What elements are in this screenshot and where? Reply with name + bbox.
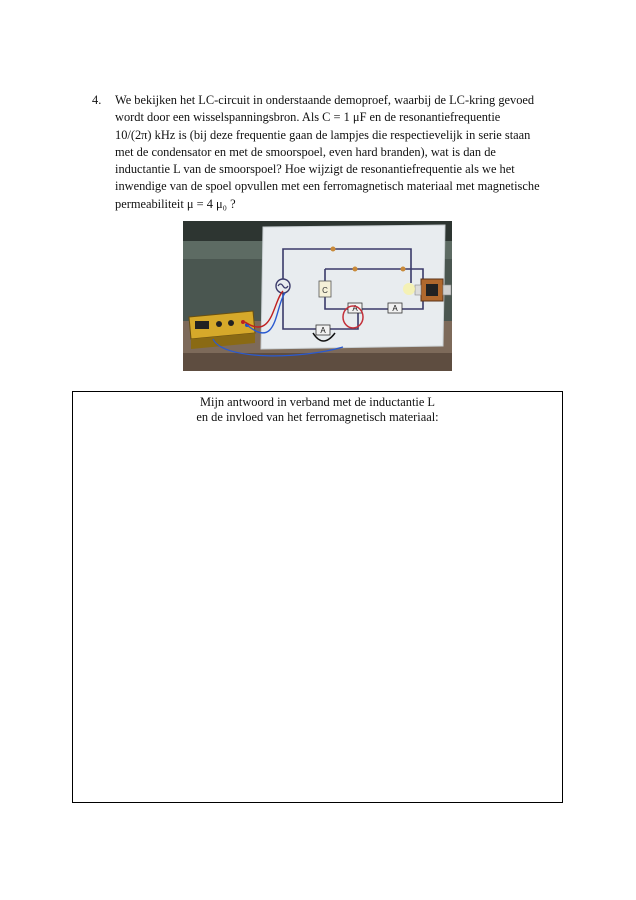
- question-line: met de condensator en met de smoorspoel, even hard branden), wat is dan de: [115, 144, 496, 159]
- question-line: permeabiliteit μ = 4 μ₀ ?: [115, 196, 236, 211]
- lamp-icon: [353, 267, 358, 272]
- lc-circuit-illustration: [183, 221, 452, 371]
- ammeter-label: A: [320, 326, 326, 335]
- answer-heading: [73, 395, 562, 425]
- capacitor-label: C: [322, 286, 328, 295]
- question-text: [115, 92, 565, 213]
- ammeter-label: A: [392, 304, 398, 313]
- power-supply: [189, 311, 255, 349]
- question-line: We bekijken het LC-circuit in onderstaande demoproef, waarbij de LC-kring gevoed: [115, 93, 535, 107]
- ammeter-3: [388, 303, 402, 313]
- answer-heading-line: en de invloed van het ferromagnetisch materiaal:: [196, 410, 439, 424]
- answer-heading-line: Mijn antwoord in verband met de inductantie L: [199, 395, 436, 409]
- question-line: wordt door een wisselspanningsbron. Als C = 1 μF en de resonantiefrequentie: [115, 110, 501, 125]
- question-line: inductantie L van de smoorspoel? Hoe wijzigt de resonantiefrequentie als we het: [115, 162, 515, 177]
- question-line: 10/(2π) kHz is (bij deze frequentie gaan de lampjes die respectievelijk in serie staan: [115, 127, 531, 142]
- ammeter-1: [316, 325, 330, 335]
- lamp-icon: [401, 267, 406, 272]
- question-number: 4.: [92, 93, 102, 107]
- lamp-icon: [331, 247, 336, 252]
- answer-writing-area[interactable]: [79, 432, 556, 796]
- answer-box[interactable]: [72, 391, 563, 803]
- demo-photo: [183, 221, 452, 371]
- question-line: inwendige van de spoel opvullen met een ferromagnetisch materiaal met magnetische: [115, 179, 540, 194]
- ammeter-label: A: [352, 304, 358, 313]
